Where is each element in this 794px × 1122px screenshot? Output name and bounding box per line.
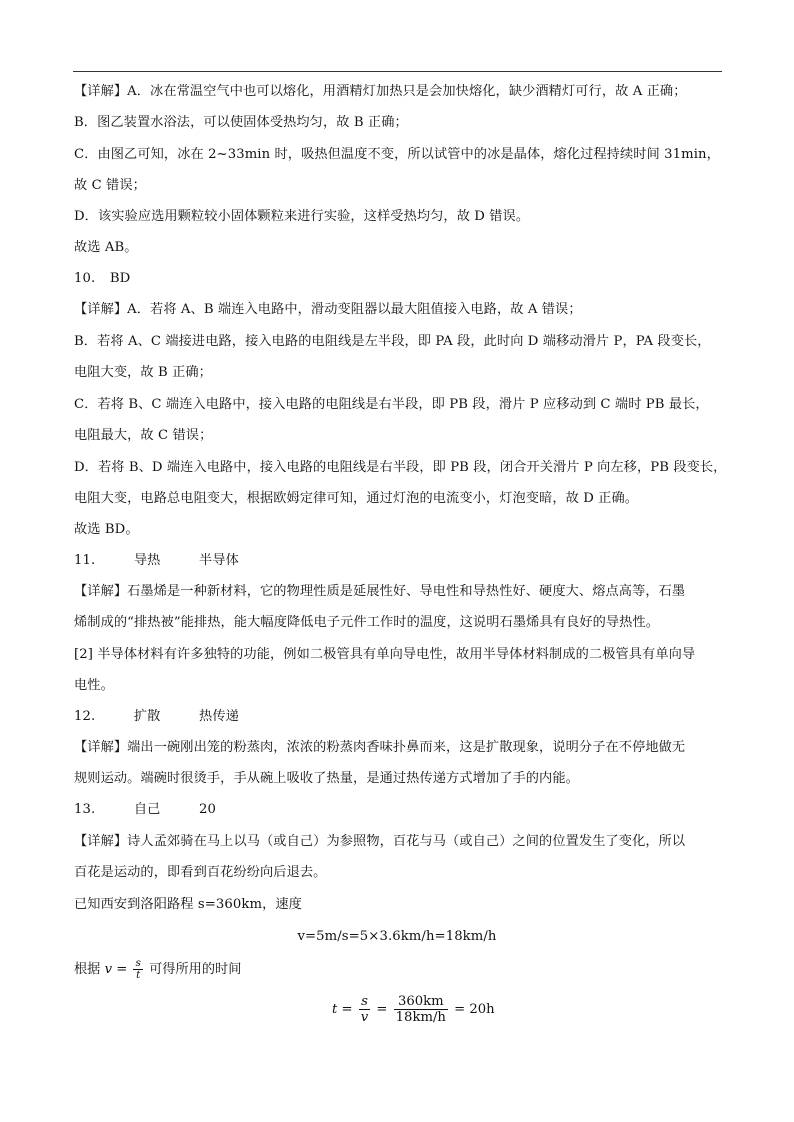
text-line: 【详解】端出一碗刚出笼的粉蒸肉，浓浓的粉蒸肉香味扑鼻而来，这是扩散现象，说明分子在不停地做无 — [74, 740, 686, 755]
text-line: [2] 半导体材料有许多独特的功能，例如二极管具有单向导电性，故用半导体材料制成的二极管具有单向导 — [74, 647, 696, 662]
question-10-heading — [74, 271, 130, 287]
fraction-s-over-t — [133, 958, 142, 981]
formula-suffix: 可得所用的时间 — [149, 962, 242, 977]
text-line: B．图乙装置水浴法，可以使固体受热均匀，故 B 正确； — [74, 115, 408, 130]
text-line: 电阻大变，故 B 正确； — [74, 365, 212, 380]
formula-result: = 20h — [454, 1002, 495, 1017]
question-answer: BD — [109, 271, 131, 286]
text-line: 【详解】A．若将 A、B 端连入电路中，滑动变阻器以最大阻值接入电路，故 A 错误； — [74, 302, 582, 317]
fraction-values — [394, 994, 448, 1025]
fraction-numerator: 360km — [394, 994, 448, 1010]
question-13-heading — [74, 802, 216, 818]
question-answer-2: 半导体 — [199, 553, 239, 568]
question-11-heading — [74, 553, 239, 569]
header-rule — [73, 71, 722, 72]
text-line: 故选 AB。 — [74, 240, 138, 255]
text-line: 电阻大变，电路总电阻变大，根据欧姆定律可知，通过灯泡的电流变小，灯泡变暗，故 D 正确。 — [74, 491, 639, 506]
formula-lhs: v = — [104, 962, 128, 977]
question-answer-1: 导热 — [133, 553, 161, 568]
text-line: 百花是运动的，即看到百花纷纷向后退去。 — [74, 865, 327, 880]
fraction-denominator: v — [360, 1010, 369, 1025]
question-number: 13. — [74, 802, 96, 817]
text-line: 【详解】A．冰在常温空气中也可以熔化，用酒精灯加热只是会加快熔化，缺少酒精灯可行，故 A 正确； — [74, 84, 687, 99]
text-line: 故选 BD。 — [74, 522, 139, 537]
formula-lhs: t = — [332, 1002, 353, 1017]
text-line: C．由图乙可知，冰在 2~33min 时，吸热但温度不变，所以试管中的冰是晶体，熔化过程持续时间 31min， — [74, 147, 720, 162]
fraction-denominator: t — [136, 969, 141, 981]
text-line: D．该实验应选用颗粒较小固体颗粒来进行实验，这样受热均匀，故 D 错误。 — [74, 209, 530, 224]
text-line: B．若将 A、C 端接进电路，接入电路的电阻线是左半段，即 PA 段，此时向 D 端移动滑片 P，PA 段变长， — [74, 334, 711, 349]
question-answer-1: 扩散 — [133, 709, 161, 724]
text-line: 【详解】诗人孟郊骑在马上以马（或自己）为参照物，百花与马（或自己）之间的位置发生了变化，所以 — [74, 834, 686, 849]
text-line: 【详解】石墨烯是一种新材料，它的物理性质是延展性好、导电性和导热性好、硬度大、熔点高等，石墨 — [74, 584, 686, 599]
text-line: C．若将 B、C 端连入电路中，接入电路的电阻线是右半段，即 PB 段，滑片 P 应移动到 C 端时 PB 最长， — [74, 397, 709, 412]
fraction-s-over-v — [359, 994, 370, 1025]
question-answer-2: 20 — [199, 802, 217, 817]
text-line: 电阻最大，故 C 错误； — [74, 428, 213, 443]
fraction-numerator: s — [359, 994, 370, 1010]
fraction-numerator: s — [135, 957, 141, 969]
question-answer-2: 热传递 — [199, 709, 239, 724]
text-line: 烯制成的“排热被”能排热，能大幅度降低电子元件工作时的温度，这说明石墨烯具有良好的导热性。 — [74, 615, 660, 630]
formula-speed-definition — [74, 958, 241, 981]
formula-prefix: 根据 — [74, 962, 101, 977]
question-number: 11. — [74, 553, 96, 568]
formula-time-calculation: t = $\frac{s}{v}$ = $\frac{360km}{18km/h}$ = 20h — [332, 994, 495, 1025]
text-line: 故 C 错误； — [74, 178, 146, 193]
text-line: 已知西安到洛阳路程 s=360km，速度 — [74, 897, 302, 912]
text-line: 规则运动。端碗时很烫手，手从碗上吸收了热量，是通过热传递方式增加了手的内能。 — [74, 771, 579, 786]
question-12-heading — [74, 709, 239, 725]
question-number: 10. — [74, 271, 96, 286]
text-line: 电性。 — [74, 678, 114, 693]
question-answer-1: 自己 — [133, 802, 161, 817]
formula-speed-conversion: v=5m/s=5×3.6km/h=18km/h — [297, 929, 497, 944]
question-number: 12. — [74, 709, 96, 724]
text-line: D．若将 B、D 端连入电路中，接入电路的电阻线是右半段，即 PB 段，闭合开关滑片 P 向左移，PB 段变长， — [74, 460, 727, 475]
fraction-denominator: 18km/h — [395, 1010, 446, 1025]
